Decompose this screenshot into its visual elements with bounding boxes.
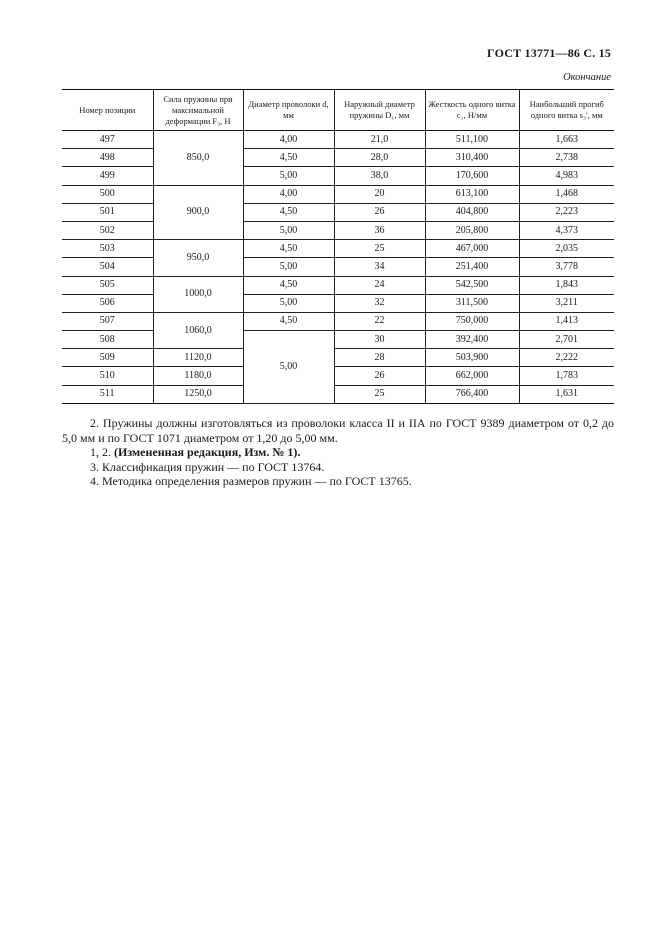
- cell-wire-diameter: 5,00: [243, 294, 334, 312]
- cell-stiffness: 662,000: [425, 367, 519, 385]
- cell-position: 508: [62, 331, 153, 349]
- cell-stiffness: 251,400: [425, 258, 519, 276]
- table-row: [62, 258, 614, 276]
- note-3: 3. Классификация пружин — по ГОСТ 13764.: [90, 459, 325, 474]
- cell-outer-diameter: 30: [334, 331, 425, 349]
- header-max-deflection: Наибольший прогиб одного витка s₃′, мм: [519, 90, 614, 131]
- cell-outer-diameter: 22: [334, 312, 425, 330]
- note-revision: [62, 445, 614, 460]
- cell-force: 1250,0: [153, 385, 243, 403]
- cell-outer-diameter: 36: [334, 221, 425, 239]
- cell-stiffness: 511,100: [425, 131, 519, 149]
- cell-max-deflection: 2,035: [519, 240, 614, 258]
- cell-wire-diameter: 4,50: [243, 240, 334, 258]
- cell-force: 1120,0: [153, 349, 243, 367]
- cell-position: 505: [62, 276, 153, 294]
- cell-position: 511: [62, 385, 153, 403]
- table-row: [62, 312, 614, 330]
- note-4: 4. Методика определения размеров пружин — по ГОСТ 13765.: [90, 474, 412, 488]
- cell-stiffness: 311,500: [425, 294, 519, 312]
- cell-outer-diameter: 20: [334, 185, 425, 203]
- cell-force: 850,0: [153, 131, 243, 186]
- table-row: [62, 149, 614, 167]
- cell-wire-diameter: 5,00: [243, 258, 334, 276]
- cell-stiffness: 392,400: [425, 331, 519, 349]
- cell-max-deflection: 2,222: [519, 349, 614, 367]
- header-stiffness: Жесткость одного витка c₁, Н/мм: [425, 90, 519, 131]
- cell-position: 503: [62, 240, 153, 258]
- cell-max-deflection: 1,631: [519, 385, 614, 403]
- cell-outer-diameter: 32: [334, 294, 425, 312]
- cell-stiffness: 613,100: [425, 185, 519, 203]
- cell-wire-diameter: 4,00: [243, 185, 334, 203]
- cell-stiffness: 503,900: [425, 349, 519, 367]
- cell-outer-diameter: 21,0: [334, 131, 425, 149]
- table-row: [62, 385, 614, 403]
- cell-outer-diameter: 25: [334, 385, 425, 403]
- header-outer-diameter: Наружный диаметр пружины D₁, мм: [334, 90, 425, 131]
- cell-position: 510: [62, 367, 153, 385]
- cell-stiffness: 467,000: [425, 240, 519, 258]
- cell-stiffness: 310,400: [425, 149, 519, 167]
- cell-stiffness: 404,800: [425, 203, 519, 221]
- cell-position: 509: [62, 349, 153, 367]
- cell-position: 497: [62, 131, 153, 149]
- cell-position: 500: [62, 185, 153, 203]
- cell-max-deflection: 4,373: [519, 221, 614, 239]
- table-row: [62, 185, 614, 203]
- cell-wire-diameter: 4,50: [243, 149, 334, 167]
- cell-max-deflection: 3,211: [519, 294, 614, 312]
- cell-force: 1060,0: [153, 312, 243, 348]
- header-position: Номер позиции: [62, 90, 153, 131]
- cell-wire-diameter: 4,50: [243, 203, 334, 221]
- cell-stiffness: 170,600: [425, 167, 519, 185]
- cell-max-deflection: 2,223: [519, 203, 614, 221]
- table-row: [62, 203, 614, 221]
- cell-position: 506: [62, 294, 153, 312]
- note-revision-prefix: 1, 2.: [90, 445, 114, 459]
- cell-max-deflection: 1,783: [519, 367, 614, 385]
- cell-stiffness: 750,000: [425, 312, 519, 330]
- cell-wire-diameter: 5,00: [243, 167, 334, 185]
- cell-outer-diameter: 34: [334, 258, 425, 276]
- table-row: [62, 349, 614, 367]
- cell-position: 498: [62, 149, 153, 167]
- cell-wire-diameter: 4,00: [243, 131, 334, 149]
- header-wire-diameter: Диаметр проволоки d, мм: [243, 90, 334, 131]
- table-row: [62, 294, 614, 312]
- cell-max-deflection: 2,738: [519, 149, 614, 167]
- cell-outer-diameter: 24: [334, 276, 425, 294]
- table-row: [62, 276, 614, 294]
- cell-position: 499: [62, 167, 153, 185]
- cell-outer-diameter: 25: [334, 240, 425, 258]
- table-row: [62, 221, 614, 239]
- cell-max-deflection: 1,468: [519, 185, 614, 203]
- note-2: 2. Пружины должны изготовляться из проволоки класса II и IIА по ГОСТ 9389 диаметром от 0,2 до 5,0 мм и по ГОСТ 1071 диаметром от 1,20 до 5,00 мм.: [62, 416, 614, 445]
- note-revision-bold: (Измененная редакция, Изм. № 1).: [114, 445, 301, 459]
- table-continuation-label: Окончание: [563, 72, 611, 83]
- cell-max-deflection: 3,778: [519, 258, 614, 276]
- cell-position: 507: [62, 312, 153, 330]
- table-row: [62, 331, 614, 349]
- cell-force: 950,0: [153, 240, 243, 276]
- cell-stiffness: 205,800: [425, 221, 519, 239]
- cell-outer-diameter: 26: [334, 367, 425, 385]
- cell-position: 502: [62, 221, 153, 239]
- cell-outer-diameter: 28,0: [334, 149, 425, 167]
- cell-wire-diameter: 4,50: [243, 276, 334, 294]
- notes-block: [62, 416, 614, 489]
- cell-max-deflection: 1,413: [519, 312, 614, 330]
- cell-outer-diameter: 26: [334, 203, 425, 221]
- table-row: [62, 131, 614, 149]
- cell-outer-diameter: 28: [334, 349, 425, 367]
- cell-wire-diameter: 5,00: [243, 331, 334, 404]
- document-header: ГОСТ 13771—86 С. 15: [487, 46, 611, 60]
- cell-wire-diameter: 5,00: [243, 221, 334, 239]
- cell-position: 501: [62, 203, 153, 221]
- cell-wire-diameter: 4,50: [243, 312, 334, 330]
- cell-max-deflection: 2,701: [519, 331, 614, 349]
- cell-position: 504: [62, 258, 153, 276]
- header-force: Сила пружины при максимальной деформации F₃, Н: [153, 90, 243, 131]
- cell-max-deflection: 4,983: [519, 167, 614, 185]
- cell-max-deflection: 1,843: [519, 276, 614, 294]
- cell-force: 1000,0: [153, 276, 243, 312]
- cell-stiffness: 766,400: [425, 385, 519, 403]
- cell-stiffness: 542,500: [425, 276, 519, 294]
- cell-outer-diameter: 38,0: [334, 167, 425, 185]
- cell-force: 1180,0: [153, 367, 243, 385]
- table-header-row: [62, 90, 614, 131]
- spring-spec-table: [62, 89, 614, 404]
- table-row: [62, 240, 614, 258]
- cell-force: 900,0: [153, 185, 243, 240]
- cell-max-deflection: 1,663: [519, 131, 614, 149]
- table-row: [62, 367, 614, 385]
- table-row: [62, 167, 614, 185]
